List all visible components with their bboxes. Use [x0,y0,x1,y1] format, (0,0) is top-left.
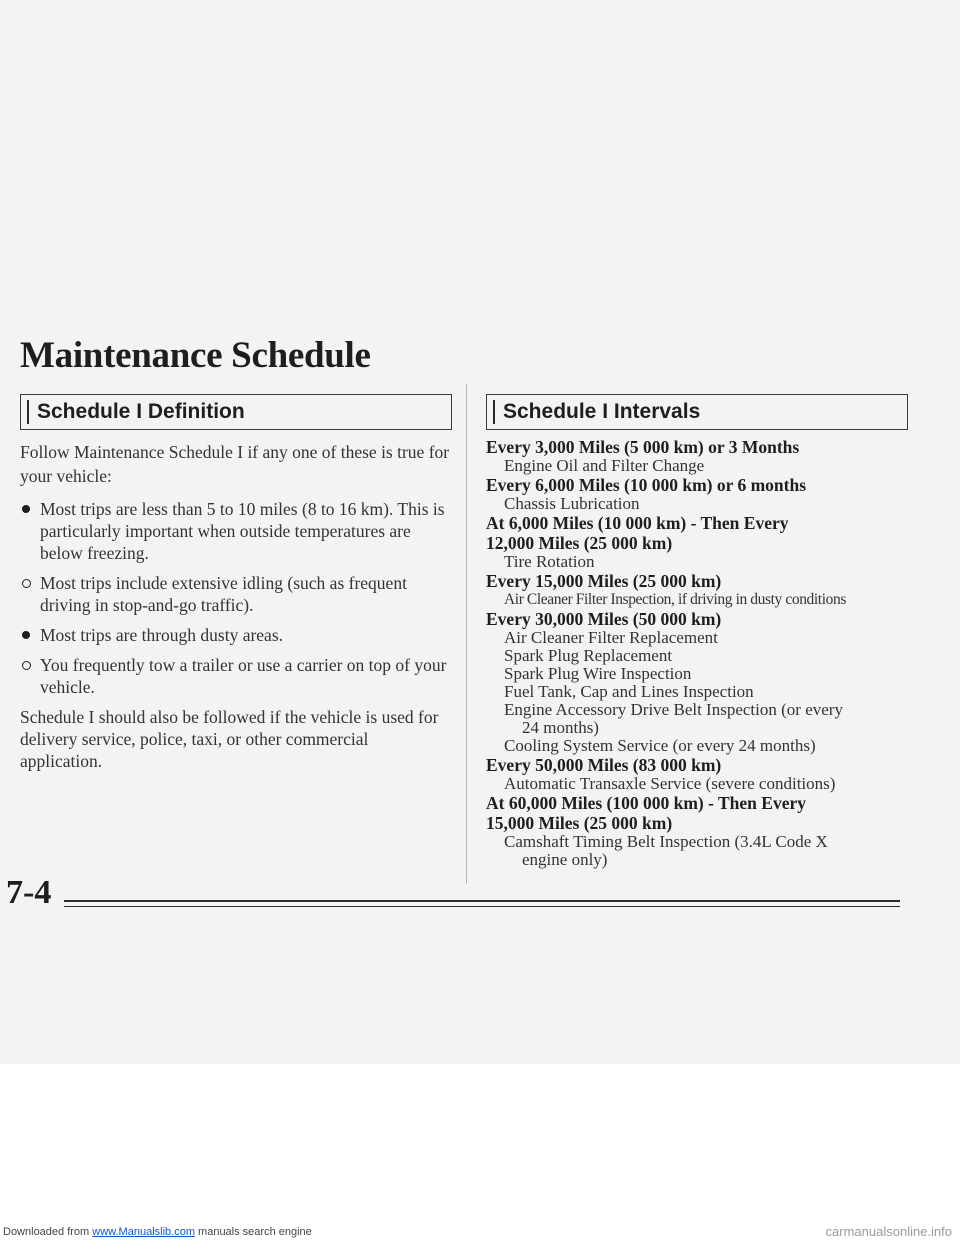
watermark: carmanualsonline.info [825,1224,952,1239]
interval-item: Fuel Tank, Cap and Lines Inspection [504,682,754,701]
interval-heading: Every 15,000 Miles (25 000 km) [486,571,722,591]
list-item-text: You frequently tow a trailer or use a carrier on top of your vehicle. [40,655,447,697]
interval-item: Tire Rotation [504,552,595,571]
right-column [486,394,926,869]
bullet-icon [22,661,31,670]
intervals-list [486,437,926,869]
list-item [20,572,452,616]
interval-heading: 15,000 Miles (25 000 km) [486,813,673,833]
page-title: Maintenance Schedule [20,335,371,376]
list-item [20,654,452,698]
interval-item: Engine Accessory Drive Belt Inspection (or every [504,700,843,719]
left-column [20,394,452,772]
interval-heading: Every 50,000 Miles (83 000 km) [486,755,722,775]
interval-heading: Every 3,000 Miles (5 000 km) or 3 Months [486,437,800,457]
footer-band [0,1064,960,1242]
definition-intro: Follow Maintenance Schedule I if any one of these is true for your vehicle: [20,442,450,486]
definition-bullet-list [20,498,452,698]
download-credit [3,1226,312,1238]
definition-heading-box [20,394,452,430]
heading-bar [27,400,29,424]
interval-heading: At 60,000 Miles (100 000 km) - Then Every [486,793,806,813]
definition-closing: Schedule I should also be followed if the vehicle is used for delivery service, police, taxi, or other commercial application. [20,707,439,771]
interval-item: Cooling System Service (or every 24 months) [504,736,816,755]
interval-item: Spark Plug Replacement [504,646,673,665]
list-item-text: Most trips include extensive idling (such as frequent driving in stop-and-go traffic). [40,573,407,615]
footer-rule [64,900,900,902]
bullet-icon [22,631,30,639]
manualslib-link[interactable]: www.Manualslib.com [92,1226,195,1238]
interval-item: Camshaft Timing Belt Inspection (3.4L Code X [504,832,828,851]
bullet-icon [22,579,31,588]
interval-item: Chassis Lubrication [504,494,640,513]
download-credit-suffix: manuals search engine [194,1226,312,1238]
interval-item: Engine Oil and Filter Change [504,456,705,475]
interval-heading: At 6,000 Miles (10 000 km) - Then Every [486,513,789,533]
list-item [20,498,452,564]
intervals-heading-box [486,394,908,430]
interval-item: Air Cleaner Filter Inspection, if driving in dusty conditions [504,591,846,608]
interval-item: engine only) [522,850,608,869]
list-item-text: Most trips are less than 5 to 10 miles (8 to 16 km). This is particularly important when outside temperatures are below freezing. [40,499,445,563]
interval-item: Air Cleaner Filter Replacement [504,628,718,647]
list-item [20,624,452,646]
interval-item: Automatic Transaxle Service (severe conditions) [504,774,836,793]
interval-item: 24 months) [522,718,599,737]
download-credit-prefix: Downloaded from [3,1226,93,1238]
heading-bar [493,400,495,424]
bullet-icon [22,505,30,513]
footer-rule [64,906,900,907]
interval-item: Spark Plug Wire Inspection [504,664,692,683]
column-divider [466,384,467,884]
interval-heading: Every 30,000 Miles (50 000 km) [486,609,722,629]
definition-heading: Schedule I Definition [37,400,245,423]
interval-heading: 12,000 Miles (25 000 km) [486,533,673,553]
page-number: 7-4 [6,874,52,911]
interval-heading: Every 6,000 Miles (10 000 km) or 6 months [486,475,806,495]
list-item-text: Most trips are through dusty areas. [40,625,284,645]
intervals-heading: Schedule I Intervals [503,400,701,423]
